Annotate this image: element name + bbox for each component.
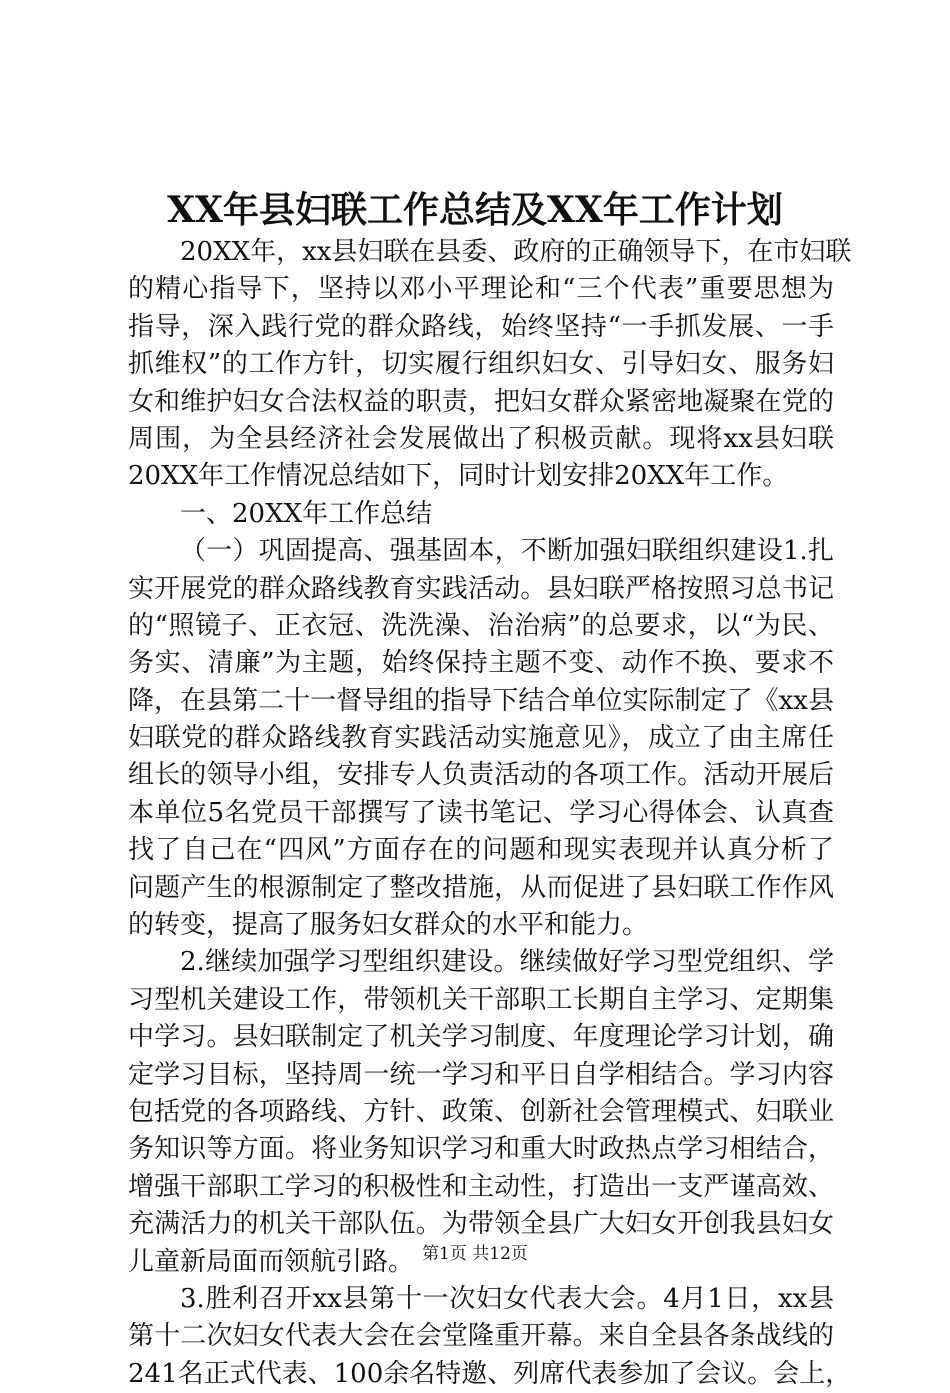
text-line: 问题产生的根源制定了整改措施，从而促进了县妇联工作作风 (128, 872, 834, 903)
page-footer: 第1页 共12页 (422, 1244, 528, 1264)
text-line: 实开展党的群众路线教育实践活动。县妇联严格按照习总书记 (128, 573, 834, 604)
text-line: 增强干部职工学习的积极性和主动性，打造出一支严谨高效、 (128, 1171, 834, 1202)
text-line: 习型机关建设工作，带领机关干部职工长期自主学习、定期集 (128, 984, 834, 1015)
text-line: 周围，为全县经济社会发展做出了积极贡献。现将xx县妇联 (128, 423, 834, 454)
document-title: XX年县妇联工作总结及XX年工作计划 (167, 189, 783, 231)
text-line: 儿童新局面而领航引路。 (128, 1246, 415, 1277)
text-line: 3.胜利召开xx县第十一次妇女代表大会。4月1日，xx县 (180, 1283, 834, 1314)
section-heading: 一、20XX年工作总结 (180, 498, 433, 529)
text-line: 定学习目标，坚持周一统一学习和平日自学相结合。学习内容 (128, 1059, 834, 1090)
text-line: 组长的领导小组，安排专人负责活动的各项工作。活动开展后 (128, 760, 834, 791)
text-line: 本单位5名党员干部撰写了读书笔记、学习心得体会、认真查 (128, 797, 834, 828)
text-line: 充满活力的机关干部队伍。为带领全县广大妇女开创我县妇女 (128, 1209, 834, 1240)
text-line: 20XX年，xx县妇联在县委、政府的正确领导下，在市妇联 (180, 237, 852, 267)
text-line: 务实、清廉”为主题，始终保持主题不变、动作不换、要求不 (128, 648, 834, 679)
text-line: 指导，深入践行党的群众路线，始终坚持“一手抓发展、一手 (128, 311, 834, 342)
text-line: 的精心指导下，坚持以邓小平理论和“三个代表”重要思想为 (128, 274, 834, 305)
text-line: 2.继续加强学习型组织建设。继续做好学习型党组织、学 (180, 947, 834, 978)
text-line: 包括党的各项路线、方针、政策、创新社会管理模式、妇联业 (128, 1096, 834, 1127)
text-line: 20XX年工作情况总结如下，同时计划安排20XX年工作。 (128, 461, 789, 492)
text-line: 的转变，提高了服务妇女群众的水平和能力。 (128, 910, 649, 941)
text-line: 的“照镜子、正衣冠、洗洗澡、治治病”的总要求，以“为民、 (128, 610, 834, 641)
document-body (128, 234, 852, 1393)
text-line: （一）巩固提高、强基固本，不断加强妇联组织建设1.扎 (180, 536, 834, 567)
text-line: 抓维权”的工作方针，切实履行组织妇女、引导妇女、服务妇 (128, 349, 834, 380)
text-line: 找了自己在“四风”方面存在的问题和现实表现并认真分析了 (128, 835, 834, 866)
text-line: 241名正式代表、100余名特邀、列席代表参加了会议。会上， (128, 1358, 852, 1389)
text-line: 中学习。县妇联制定了机关学习制度、年度理论学习计划，确 (128, 1022, 834, 1053)
text-line: 降，在县第二十一督导组的指导下结合单位实际制定了《xx县 (128, 685, 834, 716)
text-line: 女和维护妇女合法权益的职责，把妇女群众紧密地凝聚在党的 (128, 386, 834, 417)
text-line: 妇联党的群众路线教育实践活动实施意见》，成立了由主席任 (128, 723, 834, 754)
text-line: 务知识等方面。将业务知识学习和重大时政热点学习相结合， (128, 1134, 834, 1165)
text-line: 第十二次妇女代表大会在会堂隆重开幕。来自全县各条战线的 (128, 1321, 834, 1352)
